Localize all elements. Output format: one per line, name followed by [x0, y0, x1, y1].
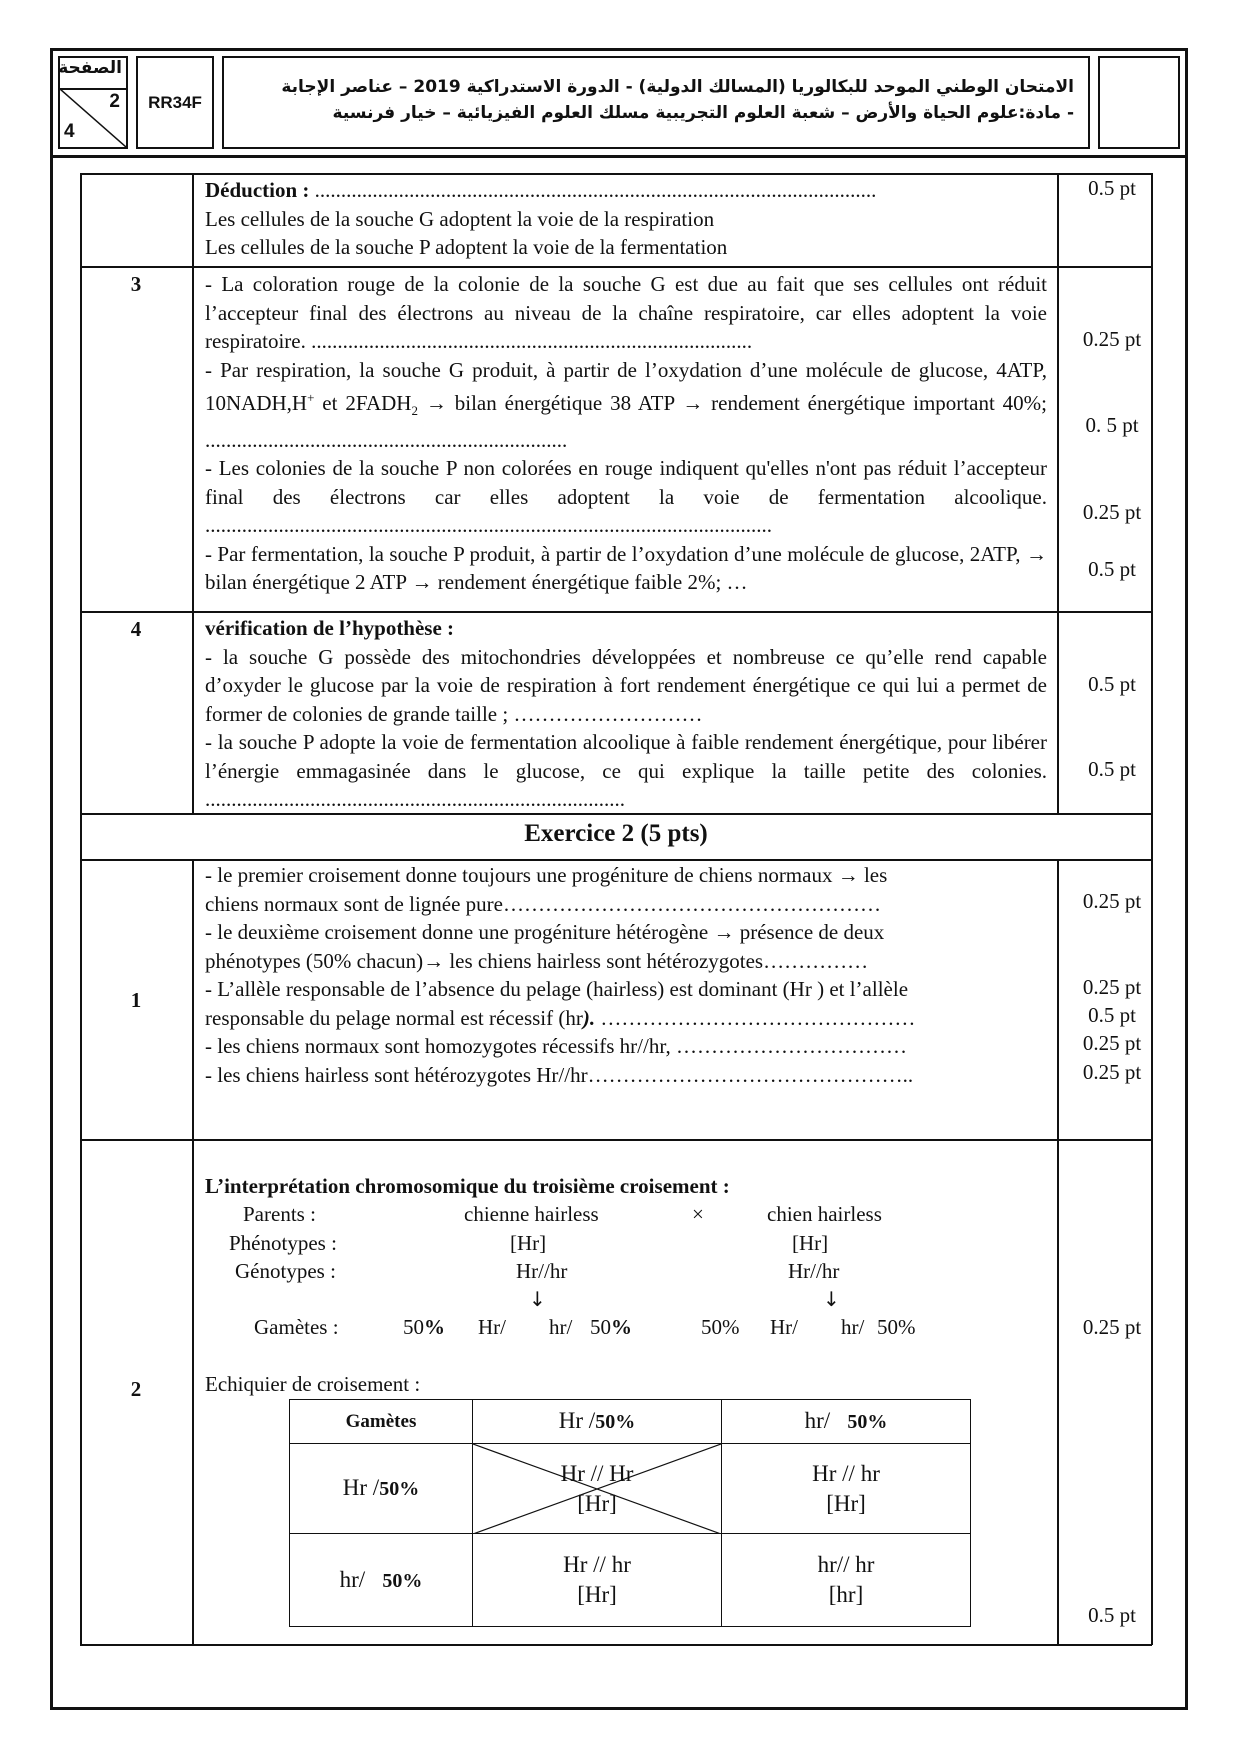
q3-answer — [205, 270, 1047, 597]
q3-para1: - La coloration rouge de la colonie de la souche G est due au fait que ses cellules ont réduit l’accepteur final des électrons au niveau de la chaîne respiratoire, car elles adoptent la voie respiratoire. .................................................................................... — [205, 272, 1047, 353]
blank-box — [1098, 56, 1180, 149]
q3-para2-b: et 2FADH — [314, 391, 412, 415]
ex2-q1-line8: - les chiens hairless sont hétérozygotes Hr//hr……………………………………….. — [205, 1062, 914, 1087]
row1-allele: Hr / — [342, 1475, 380, 1500]
deduction-dots: ........................................................................................................... — [314, 178, 877, 202]
genotypes-label: Génotypes : — [235, 1259, 336, 1283]
arrow-down-icon: ↓ — [529, 1287, 546, 1311]
exam-title — [222, 56, 1090, 149]
q3-para4: - Par fermentation, la souche P produit, à partir de l’oxydation d’une molécule de glucose, 2ATP, → bilan énergétique 2 ATP → rendement énergétique faible 2%; … — [205, 541, 1047, 595]
deduction-points: 0.5 pt — [1088, 176, 1136, 200]
ex2-q1-line3: - le deuxième croisement donne une progéniture hétérogène → présence de deux — [205, 920, 885, 944]
echiquier-label: Echiquier de croisement : — [205, 1372, 421, 1396]
phenotype2: [Hr] — [792, 1231, 829, 1255]
deduction-line2: Les cellules de la souche P adoptent la voie de la fermentation — [205, 235, 728, 259]
q3-points-1: 0.25 pt — [1082, 327, 1142, 351]
gamete1-pct1: 50% — [403, 1315, 445, 1339]
ex2-q1-points-5: 0.25 pt — [1082, 1060, 1142, 1084]
exam-code: RR34F — [136, 56, 214, 149]
c21-genotype: Hr // hr — [563, 1552, 631, 1577]
q3-para2-c: → bilan énergétique 38 ATP → rendement énergétique important 40%; ..................................................................... — [205, 391, 1047, 452]
punnett-cell-22 — [722, 1534, 971, 1627]
ex2-q1-line2: chiens normaux sont de lignée pure……………………………………………… — [205, 891, 881, 916]
punnett-square — [289, 1399, 971, 1627]
arrow-down-icon: ↓ — [823, 1287, 840, 1311]
exercise2-title: Exercice 2 (5 pts) — [524, 820, 708, 847]
page-total: 4 — [64, 121, 75, 142]
ex2-q1-points-1: 0.25 pt — [1082, 889, 1142, 913]
row2-pct: 50% — [382, 1569, 423, 1592]
gamete2-pct2: 50% — [877, 1315, 916, 1339]
ex2-q2-points-2: 0.5 pt — [1088, 1603, 1136, 1627]
punnett-cell-hr-hr-crossed — [473, 1444, 722, 1534]
gamete2-pct1: 50% — [701, 1315, 740, 1339]
phenotype1: [Hr] — [510, 1231, 547, 1255]
punnett-corner: Gamètes — [290, 1400, 473, 1444]
page-number: 2 — [109, 91, 120, 112]
ex2-q2-points-1: 0.25 pt — [1082, 1315, 1142, 1339]
ex2-q1-line7: - les chiens normaux sont homozygotes récessifs hr//hr, …………………………… — [205, 1034, 907, 1058]
c12-phenotype: [Hr] — [826, 1490, 866, 1516]
grid-row-q4 — [80, 611, 1152, 613]
grid-row-q3 — [80, 266, 1152, 268]
c22-phenotype: [hr] — [828, 1582, 864, 1607]
q3-points-4: 0.5 pt — [1088, 557, 1136, 581]
ex2-q1-line6-a: responsable du pelage normal est récessif (hr — [205, 1005, 583, 1030]
q3-para3: - Les colonies de la souche P non colorées en rouge indiquent qu'elles n'ont pas réduit l’accepteur final des électrons car elles adoptent la voie de fermentation alcoolique. ............................................................................................................ — [205, 456, 1047, 538]
c11-genotype: Hr // Hr — [560, 1460, 634, 1486]
q4-para1: - la souche G possède des mitochondries développées et nombreuse ce qu’elle rend capable d’oxyder le glucose par la voie de respiration à fort rendement énergétique ce qui lui a permet de former de colonies de grande taille ; ……………………… — [205, 644, 1047, 726]
c22-genotype: hr// hr — [817, 1552, 875, 1577]
q3-para2-sub: 2 — [411, 403, 418, 419]
q4-number: 4 — [130, 617, 142, 641]
q4-points-2: 0.5 pt — [1088, 757, 1136, 781]
parents-label: Parents : — [243, 1202, 316, 1226]
exam-title-line1: الامتحان الوطني الموحد للبكالوريا (المسالك الدولية) - الدورة الاستدراكية 2019 – عناصر الإجابة — [281, 77, 1074, 97]
ex2-q1-points-2: 0.25 pt — [1082, 975, 1142, 999]
punnett-col1-header — [473, 1400, 722, 1444]
grid-num-col-a — [192, 173, 194, 813]
grid-bottom — [80, 1644, 1152, 1646]
deduction-line1: Les cellules de la souche G adoptent la voie de la respiration — [205, 206, 715, 231]
ex2-q1-line6 — [205, 1004, 1047, 1033]
q3-para2-sup: + — [307, 390, 315, 405]
ex2-q1-number: 1 — [130, 988, 142, 1012]
c12-genotype: Hr // hr — [812, 1460, 880, 1486]
exam-title-line2: - مادة:علوم الحياة والأرض – شعبة العلوم التجريبية مسلك العلوم الفيزيائية – خيار فرنسية — [332, 103, 1074, 123]
parent1: chienne hairless — [464, 1202, 599, 1226]
c11-phenotype: [Hr] — [577, 1490, 617, 1516]
genotype1: Hr//hr — [516, 1259, 568, 1283]
c21-phenotype: [Hr] — [577, 1582, 617, 1607]
row1-pct: 50% — [379, 1478, 420, 1500]
q4-title: vérification de l’hypothèse : — [205, 616, 455, 640]
ex2-q1-line1: - le premier croisement donne toujours une progéniture de chiens normaux → les — [205, 863, 888, 887]
deduction-answer — [205, 176, 1047, 262]
punnett-cell-12 — [722, 1444, 971, 1534]
row2-allele: hr/ — [339, 1566, 383, 1592]
page-label: الصفحة — [58, 58, 122, 78]
grid-row-ex2-q2 — [80, 1139, 1152, 1141]
punnett-col2-header — [722, 1400, 971, 1444]
genotype2: Hr//hr — [788, 1259, 840, 1283]
ex2-q1-line6-b: ). — [582, 1005, 596, 1030]
col1-pct: 50% — [595, 1411, 636, 1433]
punnett-cell-21 — [473, 1534, 722, 1627]
q3-points-2: 0. 5 pt — [1085, 413, 1139, 437]
col2-pct: 50% — [847, 1411, 888, 1433]
gamete1-pct2: 50% — [590, 1315, 632, 1339]
q4-answer — [205, 614, 1047, 814]
grid-pts-col-a — [1057, 173, 1059, 813]
ex2-q2-title: L’interprétation chromosomique du troisième croisement : — [205, 1174, 730, 1198]
q3-number: 3 — [130, 272, 142, 296]
col2-allele: hr/ — [804, 1408, 848, 1433]
grid-pts-col-b — [1057, 859, 1059, 1645]
q3-para2 — [205, 356, 1047, 455]
gamete1-allele2: hr/ — [549, 1315, 573, 1339]
page-number-box — [58, 56, 128, 149]
ex2-q1-line4: phénotypes (50% chacun)→ les chiens hairless sont hétérozygotes…………… — [205, 948, 869, 973]
ex2-q1-points-4: 0.25 pt — [1082, 1031, 1142, 1055]
grid-num-col-b — [192, 859, 194, 1645]
parent2: chien hairless — [767, 1202, 882, 1226]
q3-para2-a: - Par respiration, la souche G produit, à partir de l’oxydation d’une molécule de glucose, 4ATP, 10NADH,H — [205, 357, 1047, 415]
deduction-title: Déduction : — [205, 178, 315, 202]
punnett-row2-header — [290, 1534, 473, 1627]
gametes-label: Gamètes : — [254, 1315, 339, 1339]
grid-left — [80, 173, 82, 1645]
ex2-q1-line6-c: ……………………………………… — [595, 1005, 916, 1030]
ex2-q1-answer — [205, 861, 1047, 1089]
q3-points-3: 0.25 pt — [1082, 500, 1142, 524]
ex2-q2-number: 2 — [130, 1377, 142, 1401]
gamete2-allele2: hr/ — [841, 1315, 865, 1339]
q4-para2: - la souche P adopte la voie de fermentation alcoolique à faible rendement énergétique, pour libérer l’énergie emmagasinée dans le glucose, ce qui explique la taille petite des colonies. ................................................................................ — [205, 730, 1047, 811]
q4-points-1: 0.5 pt — [1088, 672, 1136, 696]
cross-symbol: × — [692, 1202, 704, 1226]
punnett-row1-header — [290, 1444, 473, 1534]
ex2-q1-points-3: 0.5 pt — [1088, 1003, 1136, 1027]
gamete1-allele1: Hr/ — [478, 1315, 506, 1339]
header-divider — [50, 155, 1188, 158]
grid-top — [80, 173, 1152, 175]
ex2-q1-line5: - L’allèle responsable de l’absence du pelage (hairless) est dominant (Hr ) et l’allèle — [205, 977, 909, 1001]
cross-out-icon — [473, 1444, 721, 1534]
col1-allele: Hr / — [558, 1408, 596, 1433]
gamete2-allele1: Hr/ — [770, 1315, 798, 1339]
phenotypes-label: Phénotypes : — [229, 1231, 337, 1255]
